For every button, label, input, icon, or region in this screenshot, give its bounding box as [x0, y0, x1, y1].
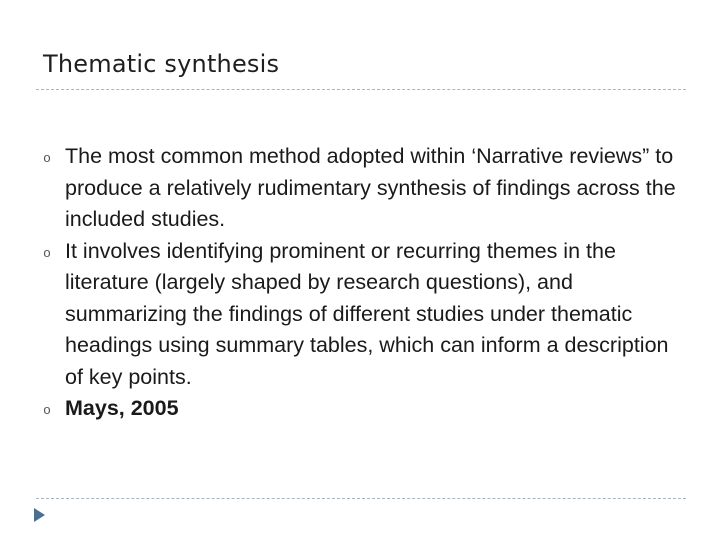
slide-title: Thematic synthesis — [43, 50, 280, 78]
footer-divider — [36, 498, 686, 499]
triangle-right-icon — [34, 508, 45, 522]
bullet-item — [40, 236, 690, 394]
bullet-marker: o — [43, 244, 51, 260]
bullet-marker: o — [43, 402, 51, 417]
bullet-text: The most common method adopted within ‘Narrative reviews” to produce a relatively rudimentary synthesis of findings across the included studies. — [65, 144, 676, 231]
citation-text: Mays, 2005 — [65, 396, 179, 420]
bullet-text: It involves identifying prominent or recurring themes in the literature (largely shaped by research questions), and summarizing the findings of different studies under thematic headings using summary tables, which can inform a description of key points. — [65, 238, 669, 389]
bullet-list — [40, 141, 690, 425]
bullet-item-citation — [40, 393, 690, 425]
title-divider — [36, 89, 686, 90]
bullet-item — [40, 141, 690, 236]
bullet-marker: o — [43, 150, 51, 165]
